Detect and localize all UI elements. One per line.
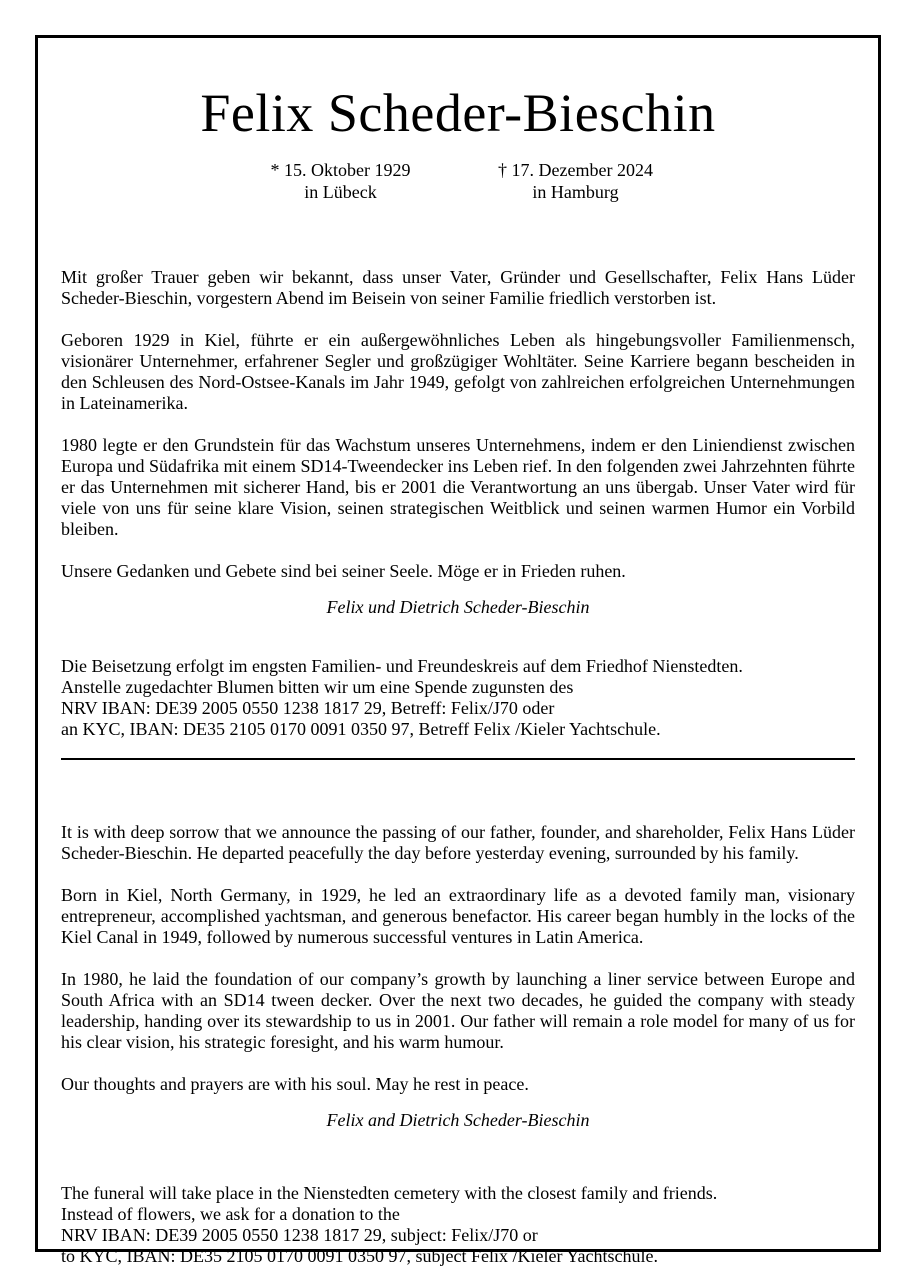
paragraph-en-4: Our thoughts and prayers are with his soul. May he rest in peace. — [61, 1074, 529, 1095]
death-date: † 17. Dezember 2024 — [498, 160, 653, 181]
deceased-name-title: Felix Scheder-Bieschin — [200, 83, 716, 143]
death-info — [458, 159, 693, 203]
paragraph-de-2: Geboren 1929 in Kiel, führte er ein außergewöhnliches Leben als hingebungsvoller Familienmensch, visionärer Unternehmer, erfahrener Segler und großzügiger Wohltäter. Seine Karriere begann bescheiden in den Schleusen des Nord-Ostsee-Kanals im Jahr 1949, gefolgt von zahlreichen erfolgreichen Unternehmungen in Lateinamerika. — [61, 330, 855, 414]
funeral-en-line-3: NRV IBAN: DE39 2005 0550 1238 1817 29, subject: Felix/J70 or — [61, 1225, 538, 1246]
funeral-de-line-3: NRV IBAN: DE39 2005 0550 1238 1817 29, Betreff: Felix/J70 oder — [61, 698, 555, 719]
birth-date: * 15. Oktober 1929 — [270, 160, 411, 181]
funeral-de-line-4: an KYC, IBAN: DE35 2105 0170 0091 0350 97, Betreff Felix /Kieler Yachtschule. — [61, 719, 661, 740]
document-frame — [35, 35, 881, 1267]
funeral-info-en — [61, 1183, 855, 1267]
german-section — [61, 267, 855, 740]
death-place: in Hamburg — [532, 182, 619, 203]
funeral-en-line-2: Instead of flowers, we ask for a donation to the — [61, 1204, 400, 1225]
paragraph-en-1: It is with deep sorrow that we announce the passing of our father, founder, and shareholder, Felix Hans Lüder Scheder-Bieschin. He departed peacefully the day before yesterday evening, surrounded by his family. — [61, 822, 855, 864]
signature-de: Felix und Dietrich Scheder-Bieschin — [326, 597, 590, 618]
english-section — [61, 822, 855, 1267]
paragraph-de-1: Mit großer Trauer geben wir bekannt, dass unser Vater, Gründer und Gesellschafter, Felix Hans Lüder Scheder-Bieschin, vorgestern Abend im Beisein von seiner Familie friedlich verstorben ist. — [61, 267, 855, 309]
paragraph-en-2: Born in Kiel, North Germany, in 1929, he led an extraordinary life as a devoted family man, visionary entrepreneur, accomplished yachtsman, and generous benefactor. His career began humbly in the locks of the Kiel Canal in 1949, followed by numerous successful ventures in Latin America. — [61, 885, 855, 948]
birth-place: in Lübeck — [304, 182, 377, 203]
funeral-de-line-1: Die Beisetzung erfolgt im engsten Familien- und Freundeskreis auf dem Friedhof Nienstedten. — [61, 656, 743, 677]
funeral-en-line-1: The funeral will take place in the Nienstedten cemetery with the closest family and friends. — [61, 1183, 718, 1204]
signature-en: Felix and Dietrich Scheder-Bieschin — [326, 1110, 590, 1131]
birth-info — [223, 159, 458, 203]
funeral-info-de — [61, 656, 855, 740]
funeral-en-line-4: to KYC, IBAN: DE35 2105 0170 0091 0350 97, subject Felix /Kieler Yachtschule. — [61, 1246, 658, 1267]
section-divider — [61, 758, 855, 760]
life-dates — [61, 159, 855, 203]
paragraph-en-3: In 1980, he laid the foundation of our company’s growth by launching a liner service between Europe and South Africa with an SD14 tween decker. Over the next two decades, he guided the company with steady leadership, handing over its stewardship to us in 2001. Our father will remain a role model for many of us for his clear vision, his strategic foresight, and his warm humour. — [61, 969, 855, 1053]
funeral-de-line-2: Anstelle zugedachter Blumen bitten wir um eine Spende zugunsten des — [61, 677, 574, 698]
paragraph-de-3: 1980 legte er den Grundstein für das Wachstum unseres Unternehmens, indem er den Liniendienst zwischen Europa und Südafrika mit einem SD14-Tweendecker ins Leben rief. In den folgenden zwei Jahrzehnten führte er das Unternehmen mit sicherer Hand, bis er 2001 die Verantwortung an uns übergab. Unser Vater wird für viele von uns für seine klare Vision, seinen strategischen Weitblick und seinen warmen Humor ein Vorbild bleiben. — [61, 435, 855, 540]
paragraph-de-4: Unsere Gedanken und Gebete sind bei seiner Seele. Möge er in Frieden ruhen. — [61, 561, 626, 582]
